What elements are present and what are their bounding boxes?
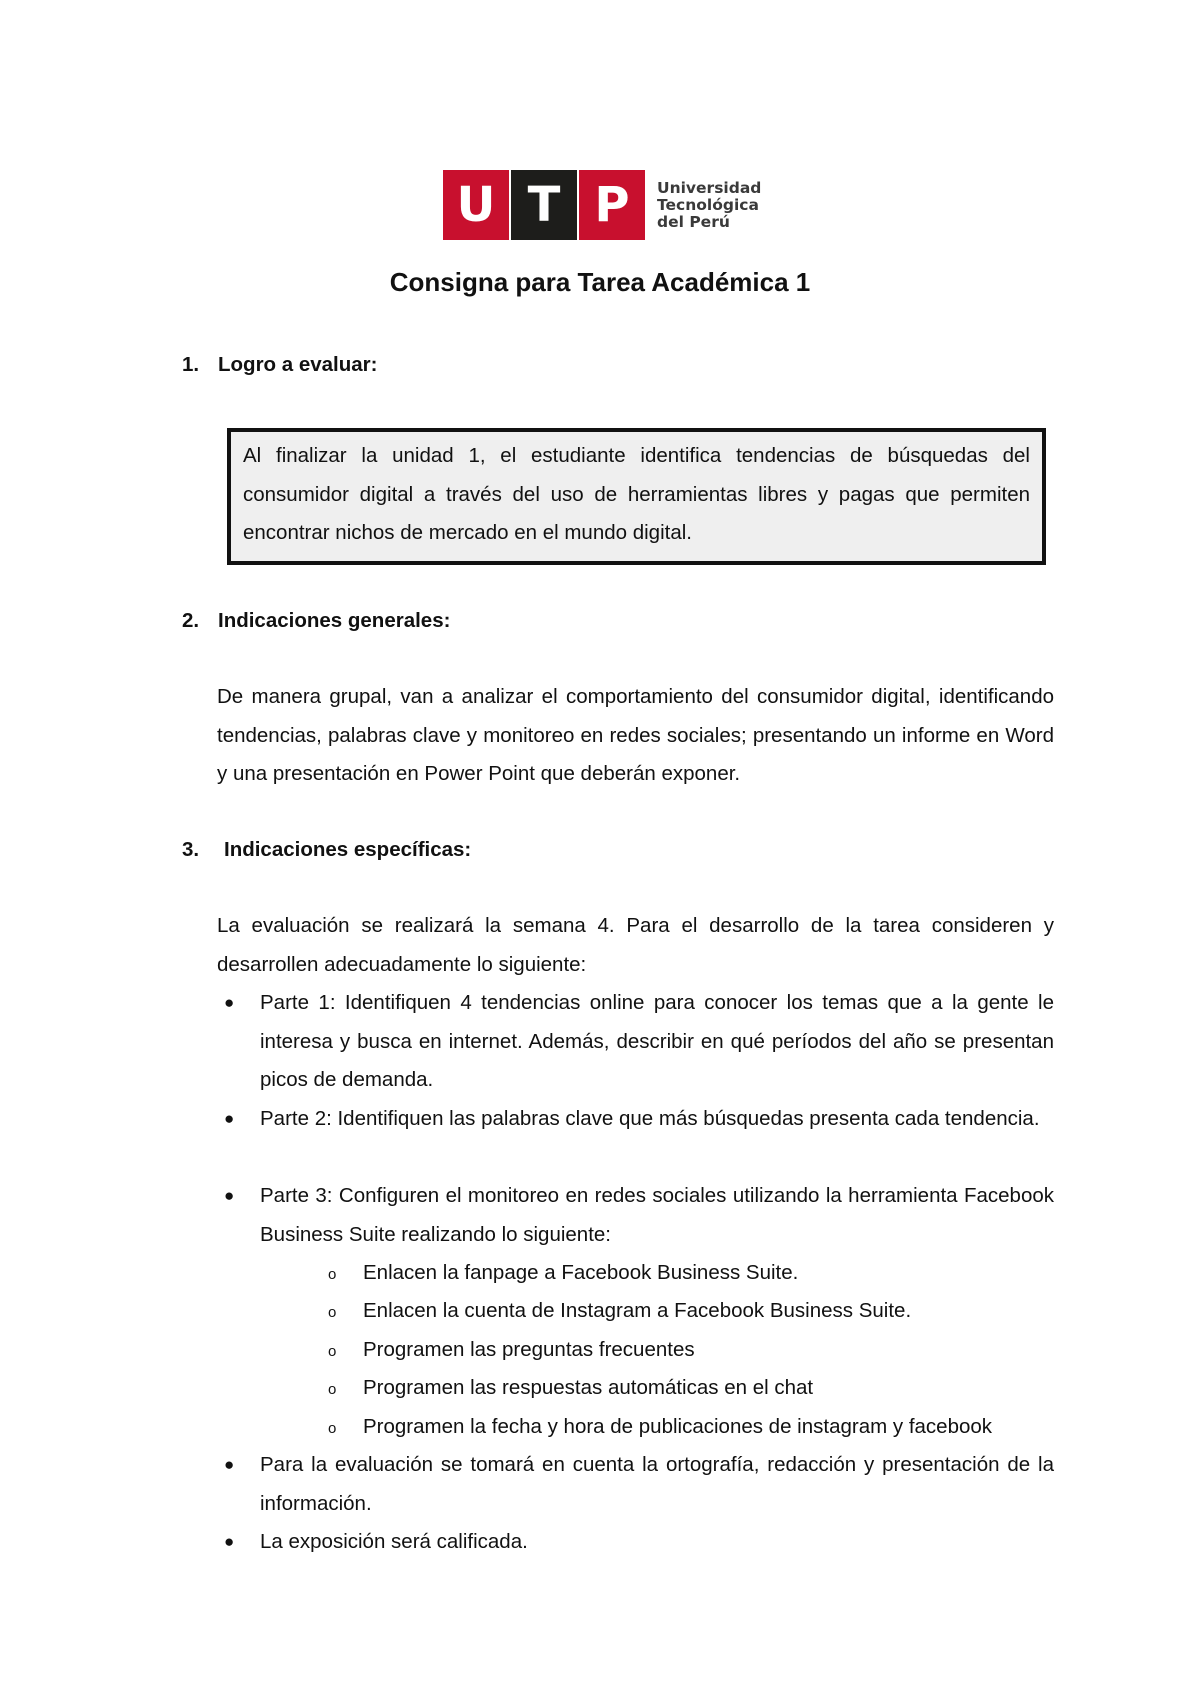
logo-letter-p: P — [579, 170, 645, 240]
logo-line-3: del Perú — [657, 212, 730, 231]
specific-intro: La evaluación se realizará la semana 4. Para el desarrollo de la tarea consideren y desarrollen adecuadamente lo siguiente: — [217, 914, 1054, 976]
bullet-text-4: Para la evaluación se tomará en cuenta la ortografía, redacción y presentación de la información. — [260, 1453, 1054, 1515]
bullet-icon: ● — [224, 1532, 235, 1551]
circle-bullet-icon: o — [328, 1420, 337, 1437]
list-item — [224, 1523, 1054, 1562]
sub-item-text-2: Enlacen la cuenta de Instagram a Facebook Business Suite. — [363, 1299, 912, 1322]
sub-list-item — [328, 1408, 992, 1449]
section-1-number: 1. — [182, 353, 200, 376]
list-item — [224, 984, 1054, 1100]
list-item — [224, 1100, 1054, 1139]
goal-box — [227, 428, 1046, 565]
bullet-text-2: Parte 2: Identifiquen las palabras clave que más búsquedas presenta cada tendencia. — [260, 1107, 1040, 1130]
bullet-text-1: Parte 1: Identifiquen 4 tendencias online para conocer los temas que a la gente le interesa y busca en internet. Además, describir en qué períodos del año se presentan picos de demanda. — [260, 991, 1054, 1091]
logo-line-1: Universidad — [657, 178, 762, 197]
section-3-number: 3. — [182, 838, 200, 861]
circle-bullet-icon: o — [328, 1381, 337, 1398]
goal-text: Al finalizar la unidad 1, el estudiante identifica tendencias de búsquedas del consumidor digital a través del uso de herramientas libres y pagas que permiten encontrar nichos de mercado en el mundo digital. — [243, 444, 1030, 544]
section-2-heading — [182, 609, 450, 633]
bullet-text-3: Parte 3: Configuren el monitoreo en redes sociales utilizando la herramienta Facebook Business Suite realizando lo siguiente: — [260, 1184, 1054, 1246]
bullet-icon: ● — [224, 1455, 235, 1474]
sub-item-text-3: Programen las preguntas frecuentes — [363, 1338, 695, 1361]
logo-university-name — [657, 180, 761, 231]
section-2-title: Indicaciones generales: — [218, 609, 451, 632]
sub-item-text-5: Programen la fecha y hora de publicaciones de instagram y facebook — [363, 1415, 993, 1438]
sub-list-item — [328, 1292, 911, 1333]
general-paragraph: De manera grupal, van a analizar el comportamiento del consumidor digital, identificando tendencias, palabras clave y monitoreo en redes sociales; presentando un informe en Word y una presentación en Power Point que deberán exponer. — [217, 685, 1054, 785]
section-3-heading — [182, 838, 471, 862]
circle-bullet-icon: o — [328, 1266, 337, 1283]
sub-item-text-1: Enlacen la fanpage a Facebook Business Suite. — [363, 1261, 799, 1284]
bullet-text-5: La exposición será calificada. — [260, 1530, 528, 1553]
bullet-icon: ● — [224, 1186, 235, 1205]
bullet-icon: ● — [224, 993, 235, 1012]
logo-letter-t: T — [511, 170, 577, 240]
section-1-title: Logro a evaluar: — [218, 353, 378, 376]
section-1-heading — [182, 353, 378, 377]
sub-item-text-4: Programen las respuestas automáticas en el chat — [363, 1376, 814, 1399]
list-item — [224, 1446, 1054, 1523]
section-2-number: 2. — [182, 609, 200, 632]
list-item — [224, 1177, 1054, 1254]
circle-bullet-icon: o — [328, 1343, 337, 1360]
sub-list-item — [328, 1369, 813, 1410]
logo-line-2: Tecnológica — [657, 195, 759, 214]
circle-bullet-icon: o — [328, 1304, 337, 1321]
bullet-icon: ● — [224, 1109, 235, 1128]
sub-list-item — [328, 1254, 798, 1295]
sub-list-item — [328, 1331, 695, 1372]
page-title: Consigna para Tarea Académica 1 — [389, 267, 811, 297]
section-3-title: Indicaciones específicas: — [224, 838, 472, 861]
logo-letter-u: U — [443, 170, 509, 240]
utp-logo — [443, 170, 761, 240]
